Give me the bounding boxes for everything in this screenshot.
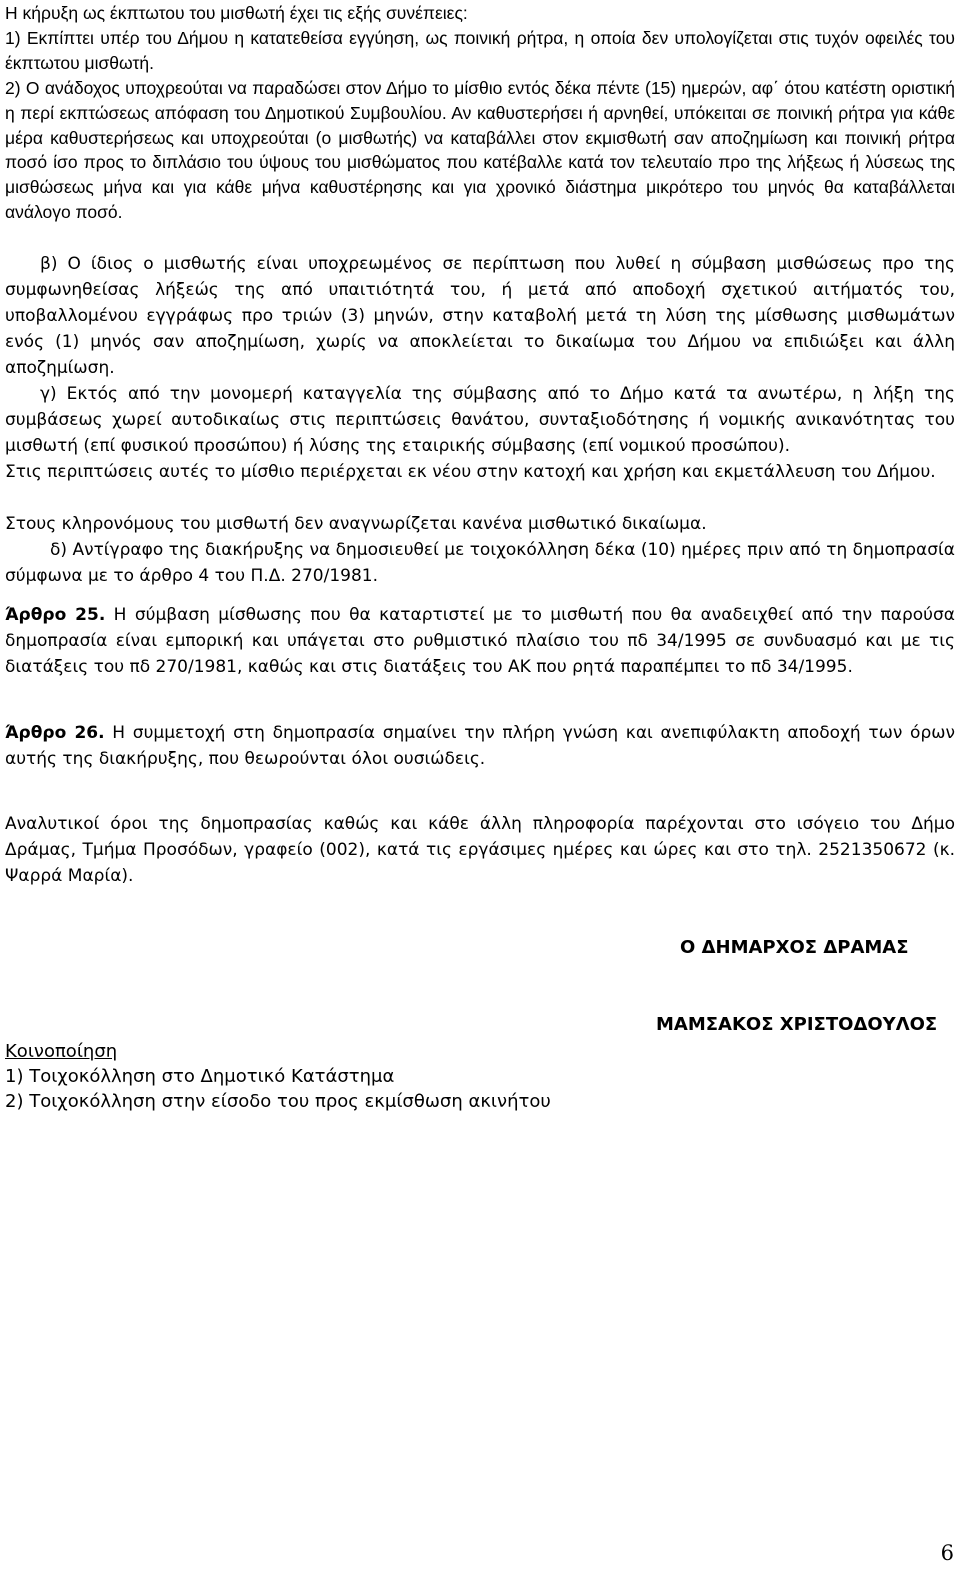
info-text: Αναλυτικοί όροι της δημοπρασίας καθώς και κάθε άλλη πληροφορία παρέχονται στο ισόγειο του Δήμο Δράμας, Τμήμα Προσόδων, γραφείο (002), κατά τις εργάσιμες ημέρες και ώρες και στο τηλ. 2521350672 (κ. Ψαρρά Μαρία). <box>5 814 955 886</box>
page-number: 6 <box>940 1541 954 1565</box>
notification-item-1: 1) Τοιχοκόλληση στο Δημοτικό Κατάστημα <box>5 1066 395 1087</box>
article-25 <box>5 602 955 680</box>
para-c3-text: Στους κληρονόμους του μισθωτή δεν αναγνωρίζεται κανένα μισθωτικό δικαίωμα. <box>5 514 707 534</box>
para-c2-text: Στις περιπτώσεις αυτές το μίσθιο περιέρχεται εκ νέου στην κατοχή και χρήση και εκμετάλλευση του Δήμου. <box>5 462 936 482</box>
item2-text: 2) Ο ανάδοχος υποχρεούται να παραδώσει στον Δήμο το μίσθιο εντός δέκα πέντε (15) ημερών, αφ΄ ότου κατέστη οριστική η περί εκπτώσεως απόφαση του Δημοτικού Συμβουλίου. Αν καθυστερήσει ή αρνηθεί, υπόκειται σε ποινική ρήτρα για κάθε μέρα καθυστερήσεως και υποχρεούται (ο μισθωτής) να καταβάλλει στον εκμισθωτή σαν αποζημίωση και ποινική ρήτρα ποσό ίσο προς το διπλάσιο του ύψους του μισθώματος που κατέβαλλε κατά τον τελευταίο προ της λήξεως ή λύσεως της μισθώσεως μήνα και για κάθε μήνα καθυστέρησης και για χρονικό διάστημα μικρότερο του μηνός θα καταβάλλεται ανάλογο ποσό. <box>5 78 955 222</box>
paragraph-c3 <box>5 511 955 537</box>
article-25-text: Η σύμβαση μίσθωσης που θα καταρτιστεί με το μισθωτή που θα αναδειχθεί από την παρούσα δημοπρασία είναι εμπορική και υπάγεται στο ρυθμιστικό πλαίσιο του πδ 34/1995 σε συνδυασμό και με τις διατάξεις του πδ 270/1981, καθώς και στις διατάξεις του ΑΚ που ρητά παραπέμπει το πδ 34/1995. <box>5 605 955 677</box>
paragraph-d <box>5 537 955 589</box>
consequence-item-2 <box>5 76 955 225</box>
info-paragraph <box>5 811 955 889</box>
article-26 <box>5 720 955 772</box>
notification-item-2: 2) Τοιχοκόλληση στην είσοδο του προς εκμίσθωση ακινήτου <box>5 1091 551 1112</box>
para-b-text: β) Ο ίδιος ο μισθωτής είναι υποχρεωμένος σε περίπτωση που λυθεί η σύμβαση μισθώσεως προ της συμφωνηθείσας λήξεώς της από υπαιτιότητά του, ή μετά από αποδοχή σχετικού αιτήματός του, υποβαλλομένου εγγράφως προ τριών (3) μηνών, στην καταβολή μετά τη λύση της μίσθωσης μισθωμάτων ενός (1) μηνός σαν αποζημίωση, χωρίς να αποκλείεται το δικαίωμα του Δήμου να επιδιώξει και άλλη αποζημίωση. <box>5 254 955 378</box>
article-26-text: Η συμμετοχή στη δημοπρασία σημαίνει την πλήρη γνώση και ανεπιφύλακτη αποδοχή των όρων αυτής της διακήρυξης, που θεωρούνται όλοι ουσιώδεις. <box>5 723 955 769</box>
article-25-heading: Άρθρο 25. <box>5 605 106 625</box>
para-c-text: γ) Εκτός από την μονομερή καταγγελία της σύμβασης από το Δήμο κατά τα ανωτέρω, η λήξη της συμβάσεως χωρεί αυτοδικαίως στις περιπτώσεις θανάτου, συνταξιοδότησης ή νομικής ανικανότητας του μισθωτή (επί φυσικού προσώπου) ή λύσης της εταιρικής σύμβασης (επί νομικού προσώπου). <box>5 384 955 456</box>
signature-title: Ο ΔΗΜΑΡΧΟΣ ΔΡΑΜΑΣ <box>680 937 909 958</box>
consequence-item-1 <box>5 26 955 76</box>
consequences-intro <box>5 1 955 26</box>
para-d-text: δ) Αντίγραφο της διακήρυξης να δημοσιευθεί με τοιχοκόλληση δέκα (10) ημέρες πριν από τη δημοπρασία σύμφωνα με το άρθρο 4 του Π.Δ. 270/1981. <box>5 540 955 586</box>
paragraph-b <box>5 251 955 381</box>
signature-name: ΜΑΜΣΑΚΟΣ ΧΡΙΣΤΟΔΟΥΛΟΣ <box>656 1014 938 1035</box>
paragraph-c2 <box>5 459 955 485</box>
article-26-heading: Άρθρο 26. <box>5 723 105 743</box>
item1-text: 1) Εκπίπτει υπέρ του Δήμου η κατατεθείσα εγγύηση, ως ποινική ρήτρα, η οποία δεν υπολογίζεται στις τυχόν οφειλές του έκπτωτου μισθωτή. <box>5 28 955 73</box>
intro-text: Η κήρυξη ως έκπτωτου του μισθωτή έχει τις εξής συνέπειες: <box>5 3 468 23</box>
notification-heading: Κοινοποίηση <box>5 1041 118 1062</box>
paragraph-c <box>5 381 955 459</box>
